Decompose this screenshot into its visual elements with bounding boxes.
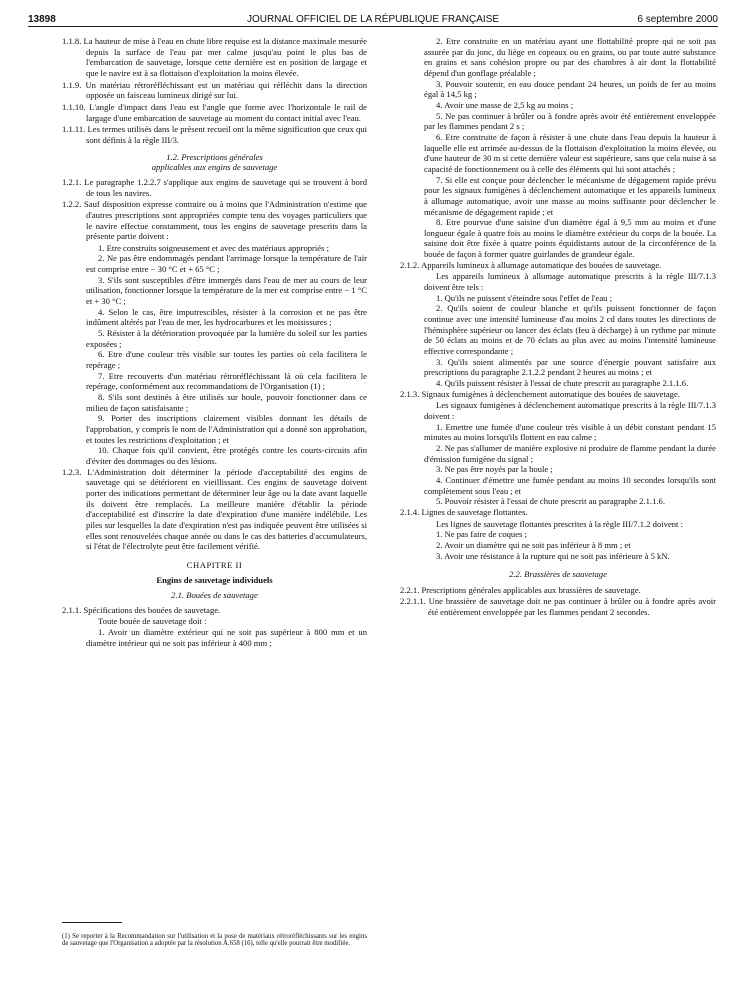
left-column bbox=[62, 36, 367, 648]
list-intro: Les appareils lumineux à allumage automatique prescrits à la règle III/7.1.3 doivent être tels : bbox=[424, 271, 716, 293]
list-item: 4. Qu'ils puissent résister à l'essai de chute prescrit au paragraphe 2.1.1.6. bbox=[436, 378, 689, 388]
list-item: 2. Qu'ils soient de couleur blanche et qu'ils puissent fonctionner de façon continue avec une intensité lumineuse d'au moins 2 cd dans toutes les directions de l'hémisphère supérieur ou lancer des éclats (feu à décharge) à un rythme par minute de 50 éclats au moins et de 70 éclats au plus avec au moins l'intensité lumineuse effective correspondante ; bbox=[424, 303, 716, 357]
paragraph-1-1-8: 1.1.8. La hauteur de mise à l'eau en chute libre requise est la distance maximale mesurée depuis la surface de l'eau par mer calme jusqu'au point le plus bas de l'embarcation de sauvetage, lorsque cette dernière est en position de largage et que le navire est à sa flottaison d'exploitation la moins élevée. bbox=[62, 36, 367, 78]
list-item: 2. Ne pas s'allumer de manière explosive ni produire de flamme pendant la durée d'émission fumigène du signal ; bbox=[424, 442, 716, 464]
spacer bbox=[400, 561, 716, 569]
list-item: 3. Ne pas être noyés par la houle ; bbox=[436, 464, 553, 475]
list-item: 8. S'ils sont destinés à être utilisés sur houle, pouvoir fonctionner dans ce milieu de façon satisfaisante ; bbox=[86, 392, 367, 413]
list-item: 2. Ne pas être endommagés pendant l'arrimage lorsque la température de l'air est comprise entre − 30 °C et + 65 °C ; bbox=[86, 253, 367, 275]
list-item: 3. S'ils sont susceptibles d'être immergés dans l'eau de mer au cours de leur utilisation, fonctionner lorsque la température de la mer est comprise entre − 1 °C et + 30 °C ; bbox=[86, 274, 367, 307]
list-item: 1. Ne pas faire de coques ; bbox=[436, 529, 527, 540]
footnote-rule bbox=[62, 922, 122, 923]
header-rule bbox=[28, 26, 718, 27]
paragraph-2-1-1: 2.1.1. Spécifications des bouées de sauvetage. bbox=[62, 604, 221, 615]
paragraph-2-2-1: 2.2.1. Prescriptions générales applicables aux brassières de sauvetage. bbox=[400, 584, 641, 595]
list-item: 8. Etre pourvue d'une saisine d'un diamètre égal à 9,5 mm au moins et d'une longueur égale à quatre fois au moins le diamètre extérieur du corps de la bouée. La saisine doit être fixée à quatre points équidistants autour de la circonférence de la bouée de façon à former quatre guirlandes de grandeur égale. bbox=[424, 217, 716, 260]
list-item: 5. Pouvoir résister à l'essai de chute prescrit au paragraphe 2.1.1.6. bbox=[436, 496, 665, 507]
list-1-2-2 bbox=[62, 243, 367, 467]
paragraph-1-1-10: 1.1.10. L'angle d'impact dans l'eau est l'angle que forme avec l'horizontale le rail de largage d'une embarcation de sauvetage au moment du contact initial avec l'eau. bbox=[62, 101, 367, 123]
list-item: 7. Etre recouverts d'un matériau rétroréfléchissant là où cela facilitera le repérage, conformément aux recommandations de l'Organisation (1) ; bbox=[86, 370, 367, 392]
list-intro: Les signaux fumigènes à déclenchement automatique prescrits à la règle III/7.1.3 doivent : bbox=[424, 400, 716, 421]
list-item: 5. Résister à la détérioration provoquée par la lumière du soleil sur les parties exposées ; bbox=[86, 328, 367, 349]
list-item: 9. Porter des inscriptions clairement visibles donnant les détails de l'approbation, y compris le nom de l'Administration qui a donné son approbation, et toutes les restrictions d'exploitation ; et bbox=[86, 413, 367, 445]
section-heading-1-2-line2: applicables aux engins de sauvetage bbox=[151, 162, 278, 173]
list-2-1-1-cont bbox=[400, 36, 716, 260]
journal-title: JOURNAL OFFICIEL DE LA RÉPUBLIQUE FRANÇAISE bbox=[246, 14, 500, 25]
list-item: 3. Avoir une résistance à la rupture qui ne soit pas inférieure à 5 kN. bbox=[436, 550, 670, 561]
list-item: 2. Etre construite en un matériau ayant une flottabilité propre qui ne soit pas assurée par du jonc, du liège en copeaux ou en grains, ou par toute autre substance en grains et sans cohésion propre ou par des chambres à air dont la flottabilité dépend d'un gonflage préalable ; bbox=[424, 36, 716, 78]
paragraph-1-1-11: 1.1.11. Les termes utilisés dans le présent recueil ont la même signification que ceux qui sont définis à la règle III/3. bbox=[62, 124, 367, 145]
list-item: 2. Avoir un diamètre qui ne soit pas inférieur à 8 mm ; et bbox=[436, 539, 631, 550]
paragraph-1-2-3: 1.2.3. L'Administration doit déterminer la période d'acceptabilité des engins de sauvetage qui se détériorent en vieillissant. Ces engins de sauvetage doivent porter des indications permettant de déterminer leur âge ou la date avant laquelle ils doivent être remplacés. La meilleure manière d'établir la période d'acceptabilité est d'inscrire la date d'expiration d'une manière indélébile. Les piles sur lesquelles la date d'expiration n'est pas indiquée peuvent être utilisées si elles sont renouvelées chaque année ou dans le cas des batteries d'accumulateurs, si l'état de l'électrolyte peut être facilement vérifié. bbox=[62, 466, 367, 552]
list-intro: Les lignes de sauvetage flottantes prescrites à la règle III/7.1.2 doivent : bbox=[436, 518, 683, 529]
list-intro: Toute bouée de sauvetage doit : bbox=[98, 616, 207, 627]
paragraph-2-1-4: 2.1.4. Lignes de sauvetage flottantes. bbox=[400, 506, 528, 517]
paragraph-2-1-3: 2.1.3. Signaux fumigènes à déclenchement automatique des bouées de sauvetage. bbox=[400, 388, 680, 399]
list-item: 1. Emettre une fumée d'une couleur très visible à un débit constant pendant 15 minutes au moins lorsqu'ils flottent en eau calme ; bbox=[424, 421, 716, 443]
paragraph-2-2-1-1: 2.2.1.1. Une brassière de sauvetage doit ne pas continuer à brûler ou à fondre après avoir été entièrement enveloppée par les flammes pendant 2 secondes. bbox=[400, 596, 716, 618]
paragraph-1-1-9: 1.1.9. Un matériau rétroréfléchissant est un matériau qui réfléchit dans la direction opposée un faisceau lumineux dirigé sur lui. bbox=[62, 79, 367, 101]
list-item: 6. Etre d'une couleur très visible sur toutes les parties où cela facilitera le repérage ; bbox=[86, 349, 367, 371]
list-item: 1. Etre construits soigneusement et avec des matériaux appropriés ; bbox=[98, 242, 330, 253]
paragraph-1-2-2: 1.2.2. Sauf disposition expresse contraire ou à moins que l'Administration n'estime que d'autres prescriptions sont appropriées compte tenu des voyages particuliers que le navire effectue constamment, tous les engins de sauvetage prescrits dans la présente partie doivent : bbox=[62, 199, 367, 242]
chapter-title: Engins de sauvetage individuels bbox=[156, 574, 273, 585]
paragraph-2-1-2: 2.1.2. Appareils lumineux à allumage automatique des bouées de sauvetage. bbox=[400, 259, 662, 270]
footnote: (1) Se reporter à la Recommandation sur l'utilisation et la pose de matériaux rétroréfléchissants sur les engins de sauvetage que l'Organisation a adoptée par la résolution A.658 (16), telle qu'elle pourrait être modifiée. bbox=[62, 932, 367, 948]
section-heading-1-2 bbox=[62, 152, 367, 173]
list-item: 4. Continuer d'émettre une fumée pendant au moins 10 secondes lorsqu'ils sont complètement sous l'eau ; et bbox=[424, 474, 716, 496]
list-item: 1. Avoir un diamètre extérieur qui ne soit pas supérieur à 800 mm et un diamètre intérieur qui ne soit pas inférieur à 400 mm ; bbox=[86, 627, 367, 648]
section-heading-2-1: 2.1. Bouées de sauvetage bbox=[171, 590, 258, 601]
list-item: 4. Avoir une masse de 2,5 kg au moins ; bbox=[436, 99, 574, 110]
list-item: 10. Chaque fois qu'il convient, être protégés contre les courts-circuits afin d'éviter des dommages ou des lésions. bbox=[86, 445, 367, 466]
list-item: 4. Selon le cas, être imputrescibles, résister à la corrosion et ne pas être indûment altérés par l'eau de mer, les hydrocarbures et les moisissures ; bbox=[86, 306, 367, 328]
list-2-1-3 bbox=[400, 400, 716, 507]
list-item: 1. Qu'ils ne puissent s'éteindre sous l'effet de l'eau ; bbox=[436, 292, 612, 303]
page-number: 13898 bbox=[28, 14, 56, 25]
list-2-1-4 bbox=[400, 519, 716, 562]
section-heading-2-2: 2.2. Brassières de sauvetage bbox=[509, 569, 607, 580]
publication-date: 6 septembre 2000 bbox=[637, 14, 718, 25]
list-2-1-2 bbox=[400, 271, 716, 388]
chapter-heading: CHAPITRE II bbox=[186, 559, 243, 570]
paragraph-1-2-1: 1.2.1. Le paragraphe 1.2.2.7 s'applique aux engins de sauvetage qui se trouvent à bord de tous les navires. bbox=[62, 176, 367, 198]
list-item: 3. Qu'ils soient alimentés par une source d'énergie pouvant satisfaire aux prescriptions du paragraphe 2.1.2.2 pendant 2 heures au moins ; et bbox=[424, 356, 716, 378]
right-column bbox=[400, 36, 716, 619]
section-heading-1-2-line1: 1.2. Prescriptions générales bbox=[166, 151, 263, 162]
list-2-1-1 bbox=[62, 616, 367, 648]
list-item: 7. Si elle est conçue pour déclencher le mécanisme de dégagement rapide prévu pour les signaux fumigènes à déclenchement automatique et les appareils lumineux à allumage automatique, avoir une masse au moins suffisante pour déclencher le mécanisme de dégagement rapide ; et bbox=[424, 174, 716, 217]
list-item: 6. Etre construite de façon à résister à une chute dans l'eau depuis la hauteur à laquelle elle est arrimée au-dessus de la flottaison d'exploitation la moins élevée, ou d'une hauteur de 30 m si cette dernière valeur est supérieure, sans que cela nuise à sa capacité de fonctionnement ou à celle des éléments qui lui sont attachés ; bbox=[424, 131, 716, 174]
list-item: 3. Pouvoir soutenir, en eau douce pendant 24 heures, un poids de fer au moins égal à 14,5 kg ; bbox=[424, 78, 716, 100]
list-item: 5. Ne pas continuer à brûler ou à fondre après avoir été entièrement enveloppée par les flammes pendant 2 s ; bbox=[424, 110, 716, 132]
